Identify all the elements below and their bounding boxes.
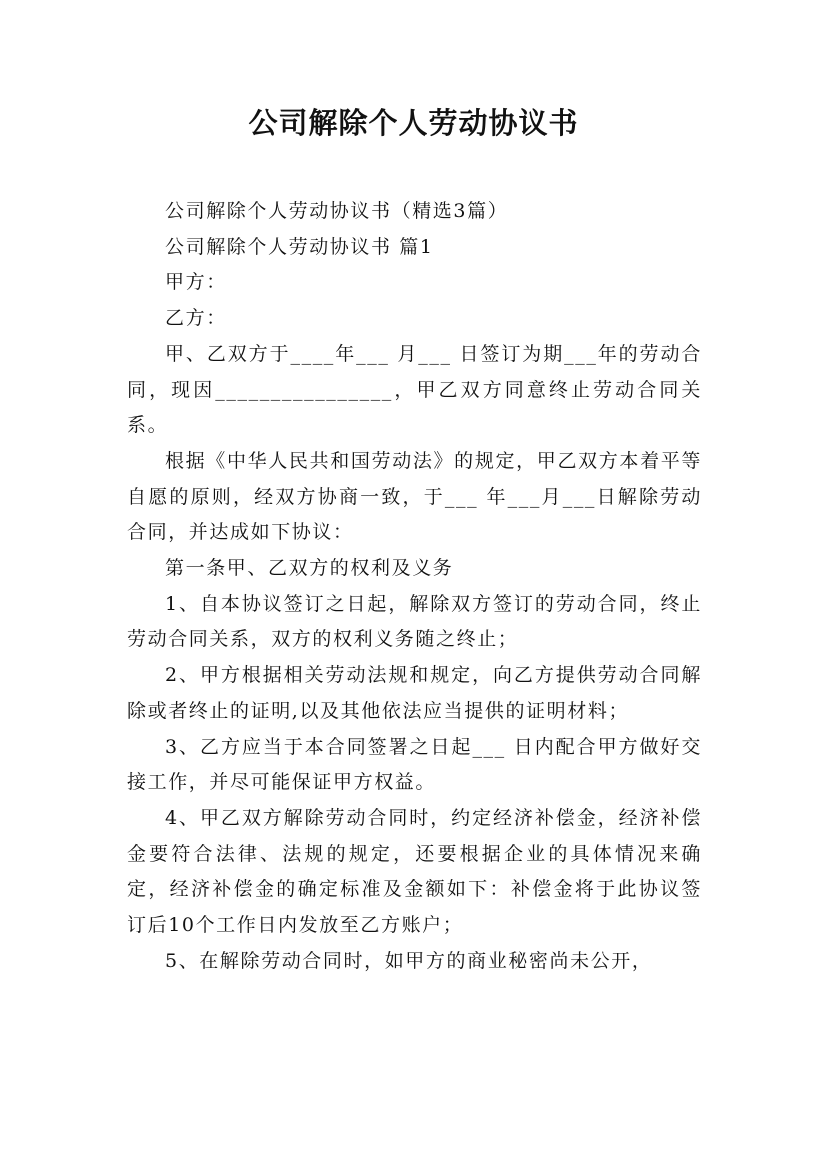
paragraph-section-heading: 公司解除个人劳动协议书 篇1	[165, 235, 434, 258]
paragraph-legal-basis: 根据《中华人民共和国劳动法》的规定，甲乙双方本着平等自愿的原则，经双方协商一致，于___ 年___月___日解除劳动合同，并达成如下协议：	[127, 449, 702, 544]
paragraph-contract-background: 甲、乙双方于____年___ 月___ 日签订为期___年的劳动合同，现因________________，甲乙双方同意终止劳动合同关系。	[127, 342, 702, 437]
paragraph-clause-5: 5、在解除劳动合同时，如甲方的商业秘密尚未公开，	[165, 949, 653, 972]
paragraph-clause-3: 3、乙方应当于本合同签署之日起___ 日内配合甲方做好交接工作，并尽可能保证甲方权益。	[127, 735, 702, 794]
paragraph-party-a: 甲方：	[165, 271, 227, 294]
paragraph-clause-2: 2、甲方根据相关劳动法规和规定，向乙方提供劳动合同解除或者终止的证明,以及其他依法应当提供的证明材料；	[127, 664, 702, 722]
paragraph-subtitle: 公司解除个人劳动协议书（精选3篇）	[165, 200, 509, 222]
paragraph-party-b: 乙方：	[165, 307, 227, 330]
paragraph-clause-1: 1、自本协议签订之日起，解除双方签订的劳动合同，终止劳动合同关系，双方的权利义务随之终止；	[127, 592, 702, 651]
document-title: 公司解除个人劳动协议书	[248, 106, 579, 140]
paragraph-clause-4: 4、甲乙双方解除劳动合同时，约定经济补偿金，经济补偿金要符合法律、法规的规定，还要根据企业的具体情况来确定，经济补偿金的确定标准及金额如下：补偿金将于此协议签订后10个工作日内发放至乙方账户；	[127, 806, 702, 937]
document-body	[127, 194, 702, 979]
paragraph-article-one-heading: 第一条甲、乙双方的权利及义务	[165, 557, 454, 580]
